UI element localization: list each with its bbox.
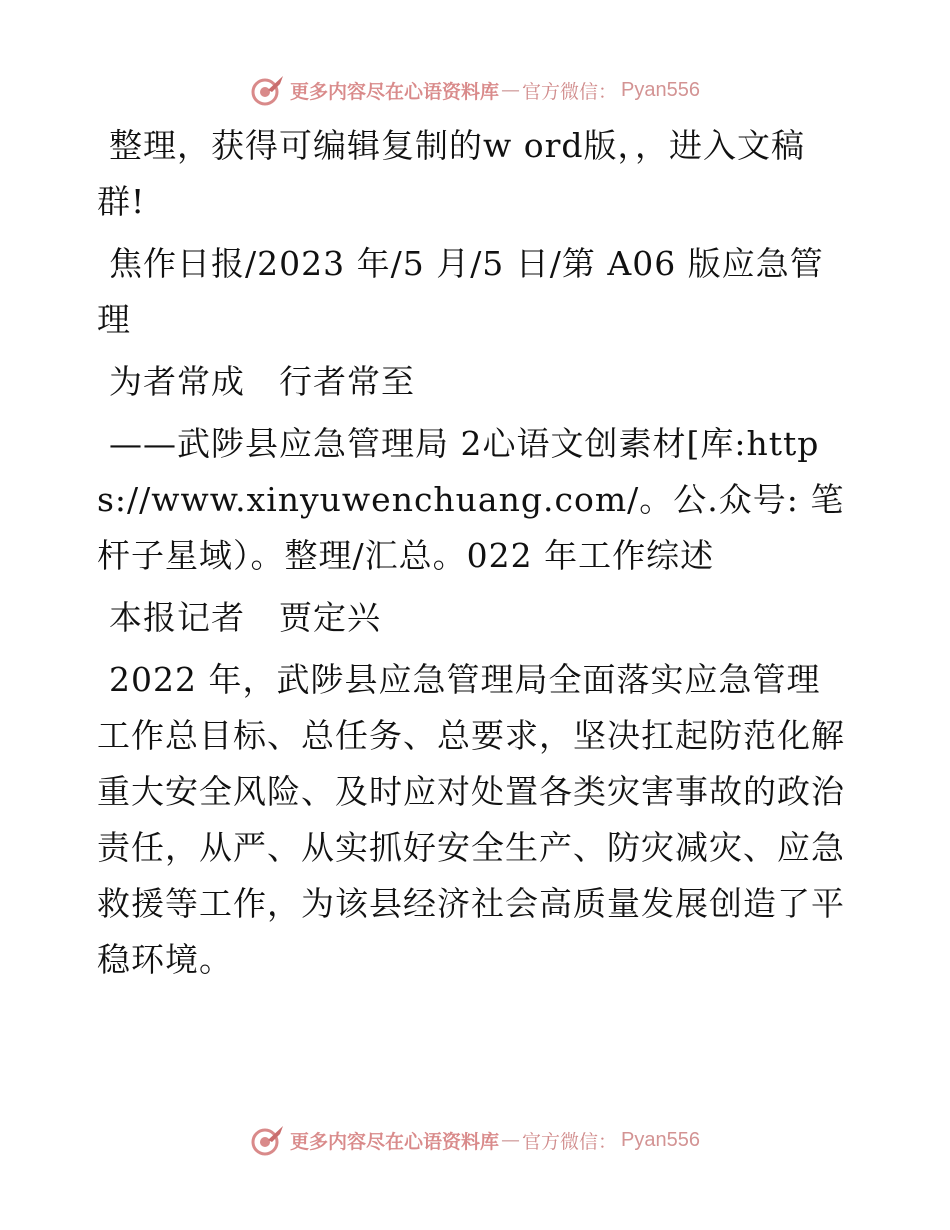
footer-banner	[0, 1120, 950, 1160]
header-banner	[0, 70, 950, 110]
paragraph-subtitle: ——武陟县应急管理局 2心语文创素材[库:https://www.xinyuwenchuang.com/。公.众号: 笔杆子星域）。整理/汇总。022 年工作综述	[97, 424, 845, 575]
paragraph-source: 焦作日报/2023 年/5 月/5 日/第 A06 版应急管理	[97, 244, 824, 339]
quill-logo-icon	[250, 1122, 286, 1158]
paragraph-body: 2022 年，武陟县应急管理局全面落实应急管理工作总目标、总任务、总要求，坚决扛起防范化解重大安全风险、及时应对处置各类灾害事故的政治责任，从严、从实抓好安全生产、防灾减灾、应急救援等工作，为该县经济社会高质量发展创造了平稳环境。	[97, 660, 845, 979]
banner-dash: —	[501, 79, 521, 101]
banner-wechat-label: 官方微信：	[522, 1130, 618, 1153]
quill-logo-icon	[250, 72, 286, 108]
banner-main-text: 更多内容尽在心语资料库	[290, 80, 500, 103]
paragraph-byline: 本报记者 贾定兴	[109, 598, 381, 637]
banner-main-text: 更多内容尽在心语资料库	[290, 1130, 500, 1153]
banner-dash: —	[501, 1129, 521, 1151]
banner-wechat-label: 官方微信：	[522, 80, 618, 103]
paragraph-intro: 整理，获得可编辑复制的w ord版，，进入文稿群!	[97, 126, 806, 221]
document-body	[97, 118, 852, 994]
banner-wechat-id: Pyan556	[621, 1128, 700, 1151]
paragraph-headline: 为者常成 行者常至	[109, 362, 415, 401]
banner-wechat-id: Pyan556	[621, 78, 700, 101]
